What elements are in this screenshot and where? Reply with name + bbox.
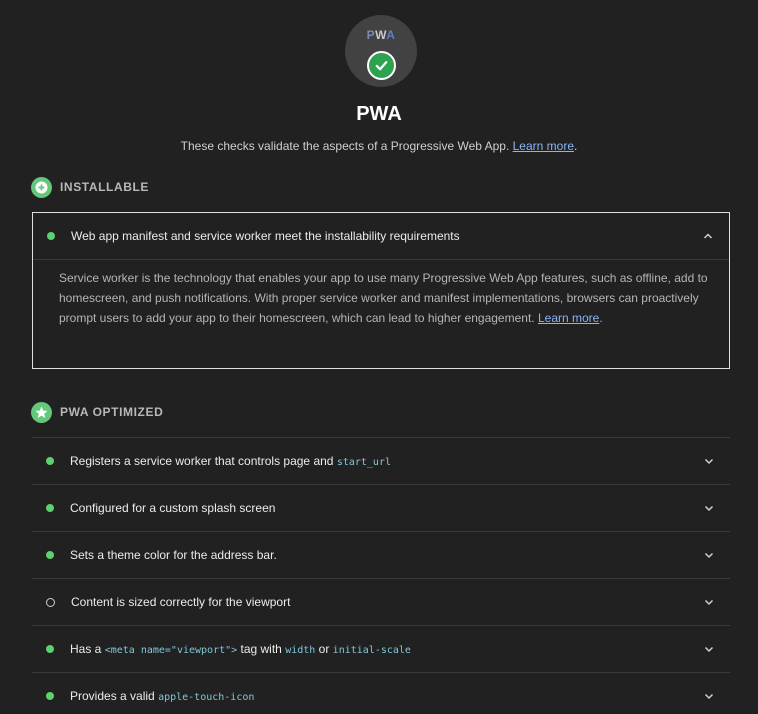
pass-dot xyxy=(46,504,54,512)
learn-more-link[interactable]: Learn more xyxy=(537,311,600,325)
chevron-down-icon[interactable] xyxy=(702,454,716,468)
audit-summary[interactable] xyxy=(33,213,729,260)
check-icon xyxy=(367,51,396,80)
pwa-gauge[interactable] xyxy=(345,15,417,87)
audit-theme-color[interactable] xyxy=(32,532,730,579)
group-title: PWA OPTIMIZED xyxy=(60,405,164,419)
group-pwa-optimized xyxy=(31,401,163,423)
group-title: INSTALLABLE xyxy=(60,180,150,194)
category-title: PWA xyxy=(356,103,402,125)
chevron-down-icon[interactable] xyxy=(702,548,716,562)
pass-dot xyxy=(46,692,54,700)
audit-installable-manifest[interactable] xyxy=(32,212,730,369)
gauge-label: PWA xyxy=(366,28,396,42)
audit-service-worker[interactable] xyxy=(32,438,730,485)
audit-title: Web app manifest and service worker meet the installability requirements xyxy=(71,229,460,243)
category-description: These checks validate the aspects of a Progressive Web App. Learn more. xyxy=(180,139,578,153)
audit-content-width[interactable] xyxy=(32,579,730,626)
audit-splash-screen[interactable] xyxy=(32,485,730,532)
plus-icon xyxy=(31,177,52,198)
audit-title: Has a <meta name="viewport"> tag with width or initial-scale xyxy=(70,642,411,656)
learn-more-link[interactable]: Learn more xyxy=(512,139,574,153)
audit-description: Service worker is the technology that enables your app to use many Progressive Web App features, such as offline, add to homescreen, and push notifications. With proper service worker and manifest implementations, browsers can proactively prompt users to add your app to their homescreen, which can lead to higher engagement. Learn more. xyxy=(59,271,708,325)
star-icon xyxy=(31,402,52,423)
informative-dot xyxy=(46,598,55,607)
audit-title: Sets a theme color for the address bar. xyxy=(70,548,277,562)
chevron-down-icon[interactable] xyxy=(702,689,716,703)
pass-dot xyxy=(47,232,55,240)
pwa-optimized-audits xyxy=(32,437,730,714)
chevron-down-icon[interactable] xyxy=(702,642,716,656)
audit-title: Content is sized correctly for the viewport xyxy=(71,595,291,609)
audit-title: Configured for a custom splash screen xyxy=(70,501,276,515)
pass-dot xyxy=(46,551,54,559)
audit-apple-touch-icon[interactable] xyxy=(32,673,730,714)
audit-viewport[interactable] xyxy=(32,626,730,673)
audit-title: Registers a service worker that controls page and start_url xyxy=(70,454,391,468)
chevron-down-icon[interactable] xyxy=(702,501,716,515)
audit-title: Provides a valid apple-touch-icon xyxy=(70,689,255,703)
pass-dot xyxy=(46,645,54,653)
chevron-down-icon[interactable] xyxy=(702,595,716,609)
pass-dot xyxy=(46,457,54,465)
group-installable xyxy=(31,176,149,198)
chevron-up-icon[interactable] xyxy=(701,229,715,243)
